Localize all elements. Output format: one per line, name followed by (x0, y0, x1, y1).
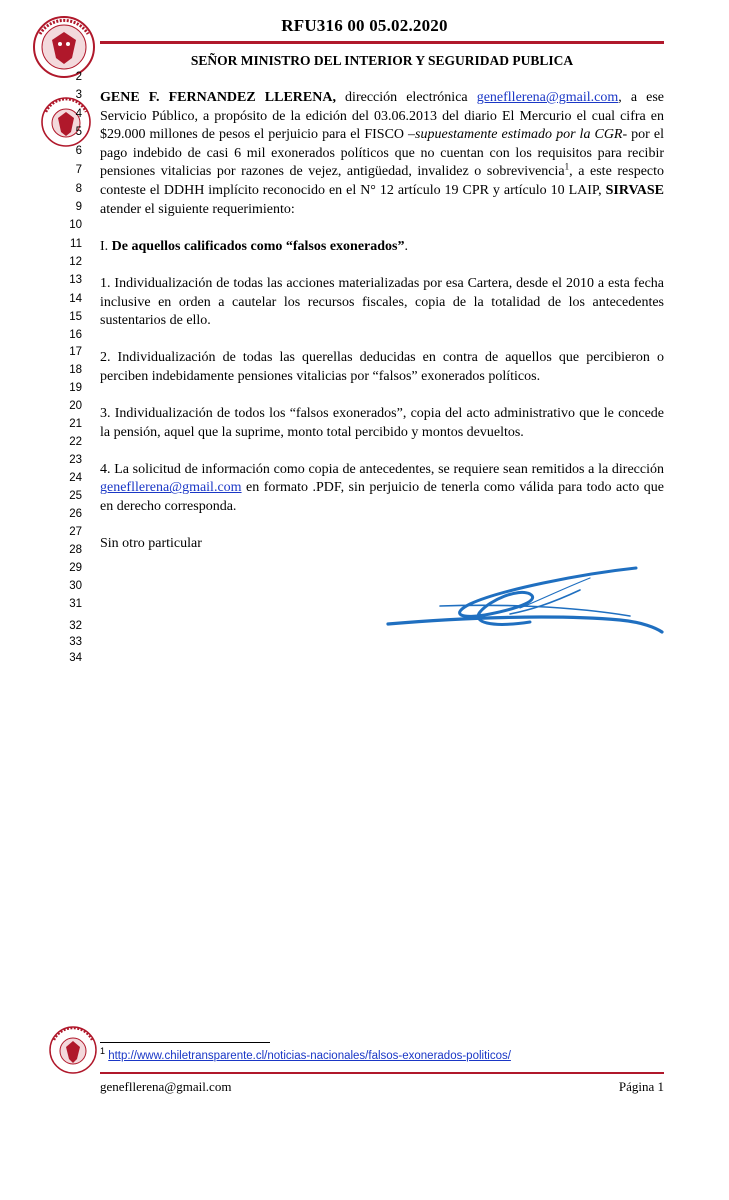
footer-email: genefllerena@gmail.com (100, 1079, 232, 1094)
intro-bold: SIRVASE (605, 182, 664, 198)
line-number: 13 (69, 274, 82, 286)
handwritten-signature (380, 560, 680, 650)
line-number: 30 (69, 580, 82, 592)
recipient-heading: SEÑOR MINISTRO DEL INTERIOR Y SEGURIDAD PUBLICA (190, 53, 574, 68)
line-number: 5 (75, 126, 82, 138)
footnote-mark: 1 (100, 1046, 106, 1057)
sender-name: GENE F. FERNANDEZ LLERENA, (100, 90, 336, 105)
line-number: 24 (69, 472, 82, 484)
line-number: 31 (69, 598, 82, 610)
line-number: 21 (69, 418, 82, 430)
line-number: 17 (69, 346, 82, 358)
footnote-link[interactable]: http://www.chiletransparente.cl/noticias-nacionales/falsos-exonerados-politicos/ (108, 1050, 511, 1062)
closing-text: Sin otro particular (100, 536, 202, 552)
line-number: 34 (69, 652, 82, 664)
line-number: 10 (69, 219, 82, 231)
intro-italic: supuestamente estimado por la CGR (415, 127, 623, 143)
section-end: . (404, 238, 408, 254)
intro-text-1: dirección electrónica (335, 90, 477, 105)
line-number: 29 (69, 562, 82, 574)
seal-logo-second (36, 96, 96, 148)
page-number: Página 1 (618, 1079, 664, 1094)
section-title: De aquellos calificados como “falsos exonerados” (111, 238, 405, 254)
document-reference: RFU316 00 05.02.2020 (281, 16, 448, 35)
line-number: 4 (75, 108, 82, 120)
line-number: 7 (75, 164, 82, 176)
line-number: 32 (69, 620, 82, 632)
section-number: I. (100, 238, 112, 254)
footer-rule (100, 1072, 664, 1074)
line-number: 6 (75, 145, 82, 157)
line-number: 8 (75, 183, 82, 195)
letter-body (100, 89, 664, 554)
line-number: 2 (75, 71, 82, 83)
footnote-rule (100, 1042, 270, 1043)
intro-paragraph (100, 89, 664, 219)
request-item-1: 1. Individualización de todas las acciones materializadas por esa Cartera, desde el 2010 a esta fecha inclusive en orden a cautelar los recursos fiscales, copia de la totalidad de los antecedentes sustentarios de ello. (100, 275, 664, 329)
email-link-2[interactable]: genefllerena@gmail.com (100, 480, 242, 496)
line-number: 12 (69, 256, 82, 268)
request-item-2: 2. Individualización de todas las querellas deducidas en contra de aquellos que percibieron o perciben indebidamente pensiones vitalicias por “falsos” exonerados políticos. (100, 350, 664, 384)
line-number: 33 (69, 636, 82, 648)
item4-text-1: 4. La solicitud de información como copia de antecedentes, se requiere sean remitidos a la dirección (100, 461, 664, 477)
line-number: 26 (69, 508, 82, 520)
line-number: 3 (75, 89, 82, 101)
line-number: 16 (69, 329, 82, 341)
line-number: 18 (69, 364, 82, 376)
line-number: 9 (75, 201, 82, 213)
line-number: 28 (69, 544, 82, 556)
email-link[interactable]: genefllerena@gmail.com (476, 90, 619, 105)
line-number: 15 (69, 311, 82, 323)
header-rule (100, 41, 664, 44)
intro-text-3: - por el pago indebido de casi 6 mil exonerados políticos que no cuentan con los requisitos para recibir pensiones vitalicias por razones de vejez, antigüedad, invalidez o sobrevivencia (100, 127, 664, 180)
section-heading (100, 238, 664, 257)
footnote (100, 1046, 511, 1062)
line-number: 14 (69, 293, 82, 305)
request-item-4 (100, 461, 664, 517)
line-number: 11 (70, 238, 82, 250)
line-number: 22 (69, 436, 82, 448)
line-number: 25 (69, 490, 82, 502)
seal-logo-footer (45, 1025, 101, 1075)
intro-text-2: , a ese Servicio Público, a propósito de la edición del 03.06.2013 del diario El Mercurio el cual cifra en $29.000 millones de pesos el perjuicio para el FISCO – (100, 90, 665, 143)
line-number: 20 (69, 400, 82, 412)
intro-text-4: , a este respecto conteste el DDHH implícito reconocido en el N° 12 artículo 19 CPR y artículo 10 LAIP, (100, 164, 665, 198)
intro-text-5: atender el siguiente requerimiento: (100, 201, 295, 217)
line-number: 23 (69, 454, 82, 466)
line-number: 19 (69, 382, 82, 394)
line-number: 27 (69, 526, 82, 538)
request-item-3: 3. Individualización de todos los “falsos exonerados”, copia del acto administrativo que le concede la pensión, aquel que la suprime, monto total percibido y montos devueltos. (100, 406, 664, 440)
footnote-reference: 1 (564, 161, 570, 172)
item4-text-2: en formato .PDF, sin perjuicio de tenerla como válida para todo acto que en derecho corresponda. (100, 480, 664, 515)
